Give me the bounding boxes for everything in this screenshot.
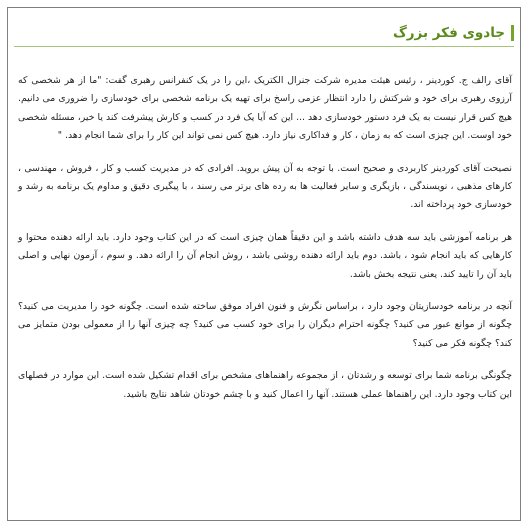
paragraph-4: آنچه در برنامه خودسازیتان وجود دارد ، براساس نگرش و فنون افراد موفق ساخته شده است. چگونه خود را مدیریت می کنید؟ چگونه از موانع عبور می کنید؟ چگونه احترام دیگران را برای خود کسب می کنید؟ چه چیزی آنها را از معمولی بودن متمایز می کند؟ چگونه فکر می کنید؟	[18, 301, 512, 349]
document-frame	[7, 7, 521, 521]
paragraph-2: نصیحت آقای کوردینر کاربردی و صحیح است. با توجه به آن پیش بروید. افرادی که در مدیریت کسب و کار ، فروش ، مهندسی ، کارهای مذهبی ، نویسندگی ، بازیگری و سایر فعالیت ها به رده های برتر می رسند ، با پیگیری دقیق و مداوم یک برنامه به رشد و خودسازی خود پرداخته اند.	[18, 162, 512, 211]
paragraph-3: هر برنامه آموزشی باید سه هدف داشته باشد و این دقیقاً همان چیزی است که در این کتاب وجود دارد. باید ارائه دهنده محتوا و کارهایی که باید انجام شود ، باشد. دوم باید ارائه دهنده روشی باشد ، روش انجام آن را ارائه دهد. و سوم ، آزمون نهایی و اصلی باید آن را تایید کند. یعنی نتیجه بخش باشد.	[18, 231, 512, 280]
paragraph-1: آقای رالف ج. کوردینر ، رئیس هیئت مدیره شرکت جنرال الکتریک ،این را در یک کنفرانس رهبری گفت: "ما از هر شخصی که آرزوی رهبری برای خود و شرکتش را دارد انتظار عزمی راسخ برای تهیه یک برنامه شخصی برای خودسازی را ضروری می دانیم. هیچ کس قرار نیست به یک فرد دستور خودسازی دهد ... این که آیا یک فرد در کسب و کارش پیشرفت کند یا خیر، مسئله شخصی خود اوست. این چیزی است که به زمان ، کار و فداکاری نیاز دارد. هیچ کس نمی تواند این کار را برای شما انجام دهد. "	[18, 75, 512, 142]
document-body	[18, 72, 512, 418]
paragraph-5: چگونگی برنامه شما برای توسعه و رشدتان ، از مجموعه راهنماهای مشخص برای اقدام تشکیل شده است. این موارد در فصلهای این کتاب وجود دارد. این راهنماها عملی هستند. آنها را اعمال کنید و با چشم خودتان شاهد نتایج باشید.	[18, 370, 512, 400]
section-header	[14, 22, 514, 48]
page-title: جادوی فکر بزرگ	[392, 25, 505, 41]
title-row	[393, 22, 514, 44]
title-accent-bar	[511, 25, 514, 41]
title-divider	[14, 46, 514, 47]
